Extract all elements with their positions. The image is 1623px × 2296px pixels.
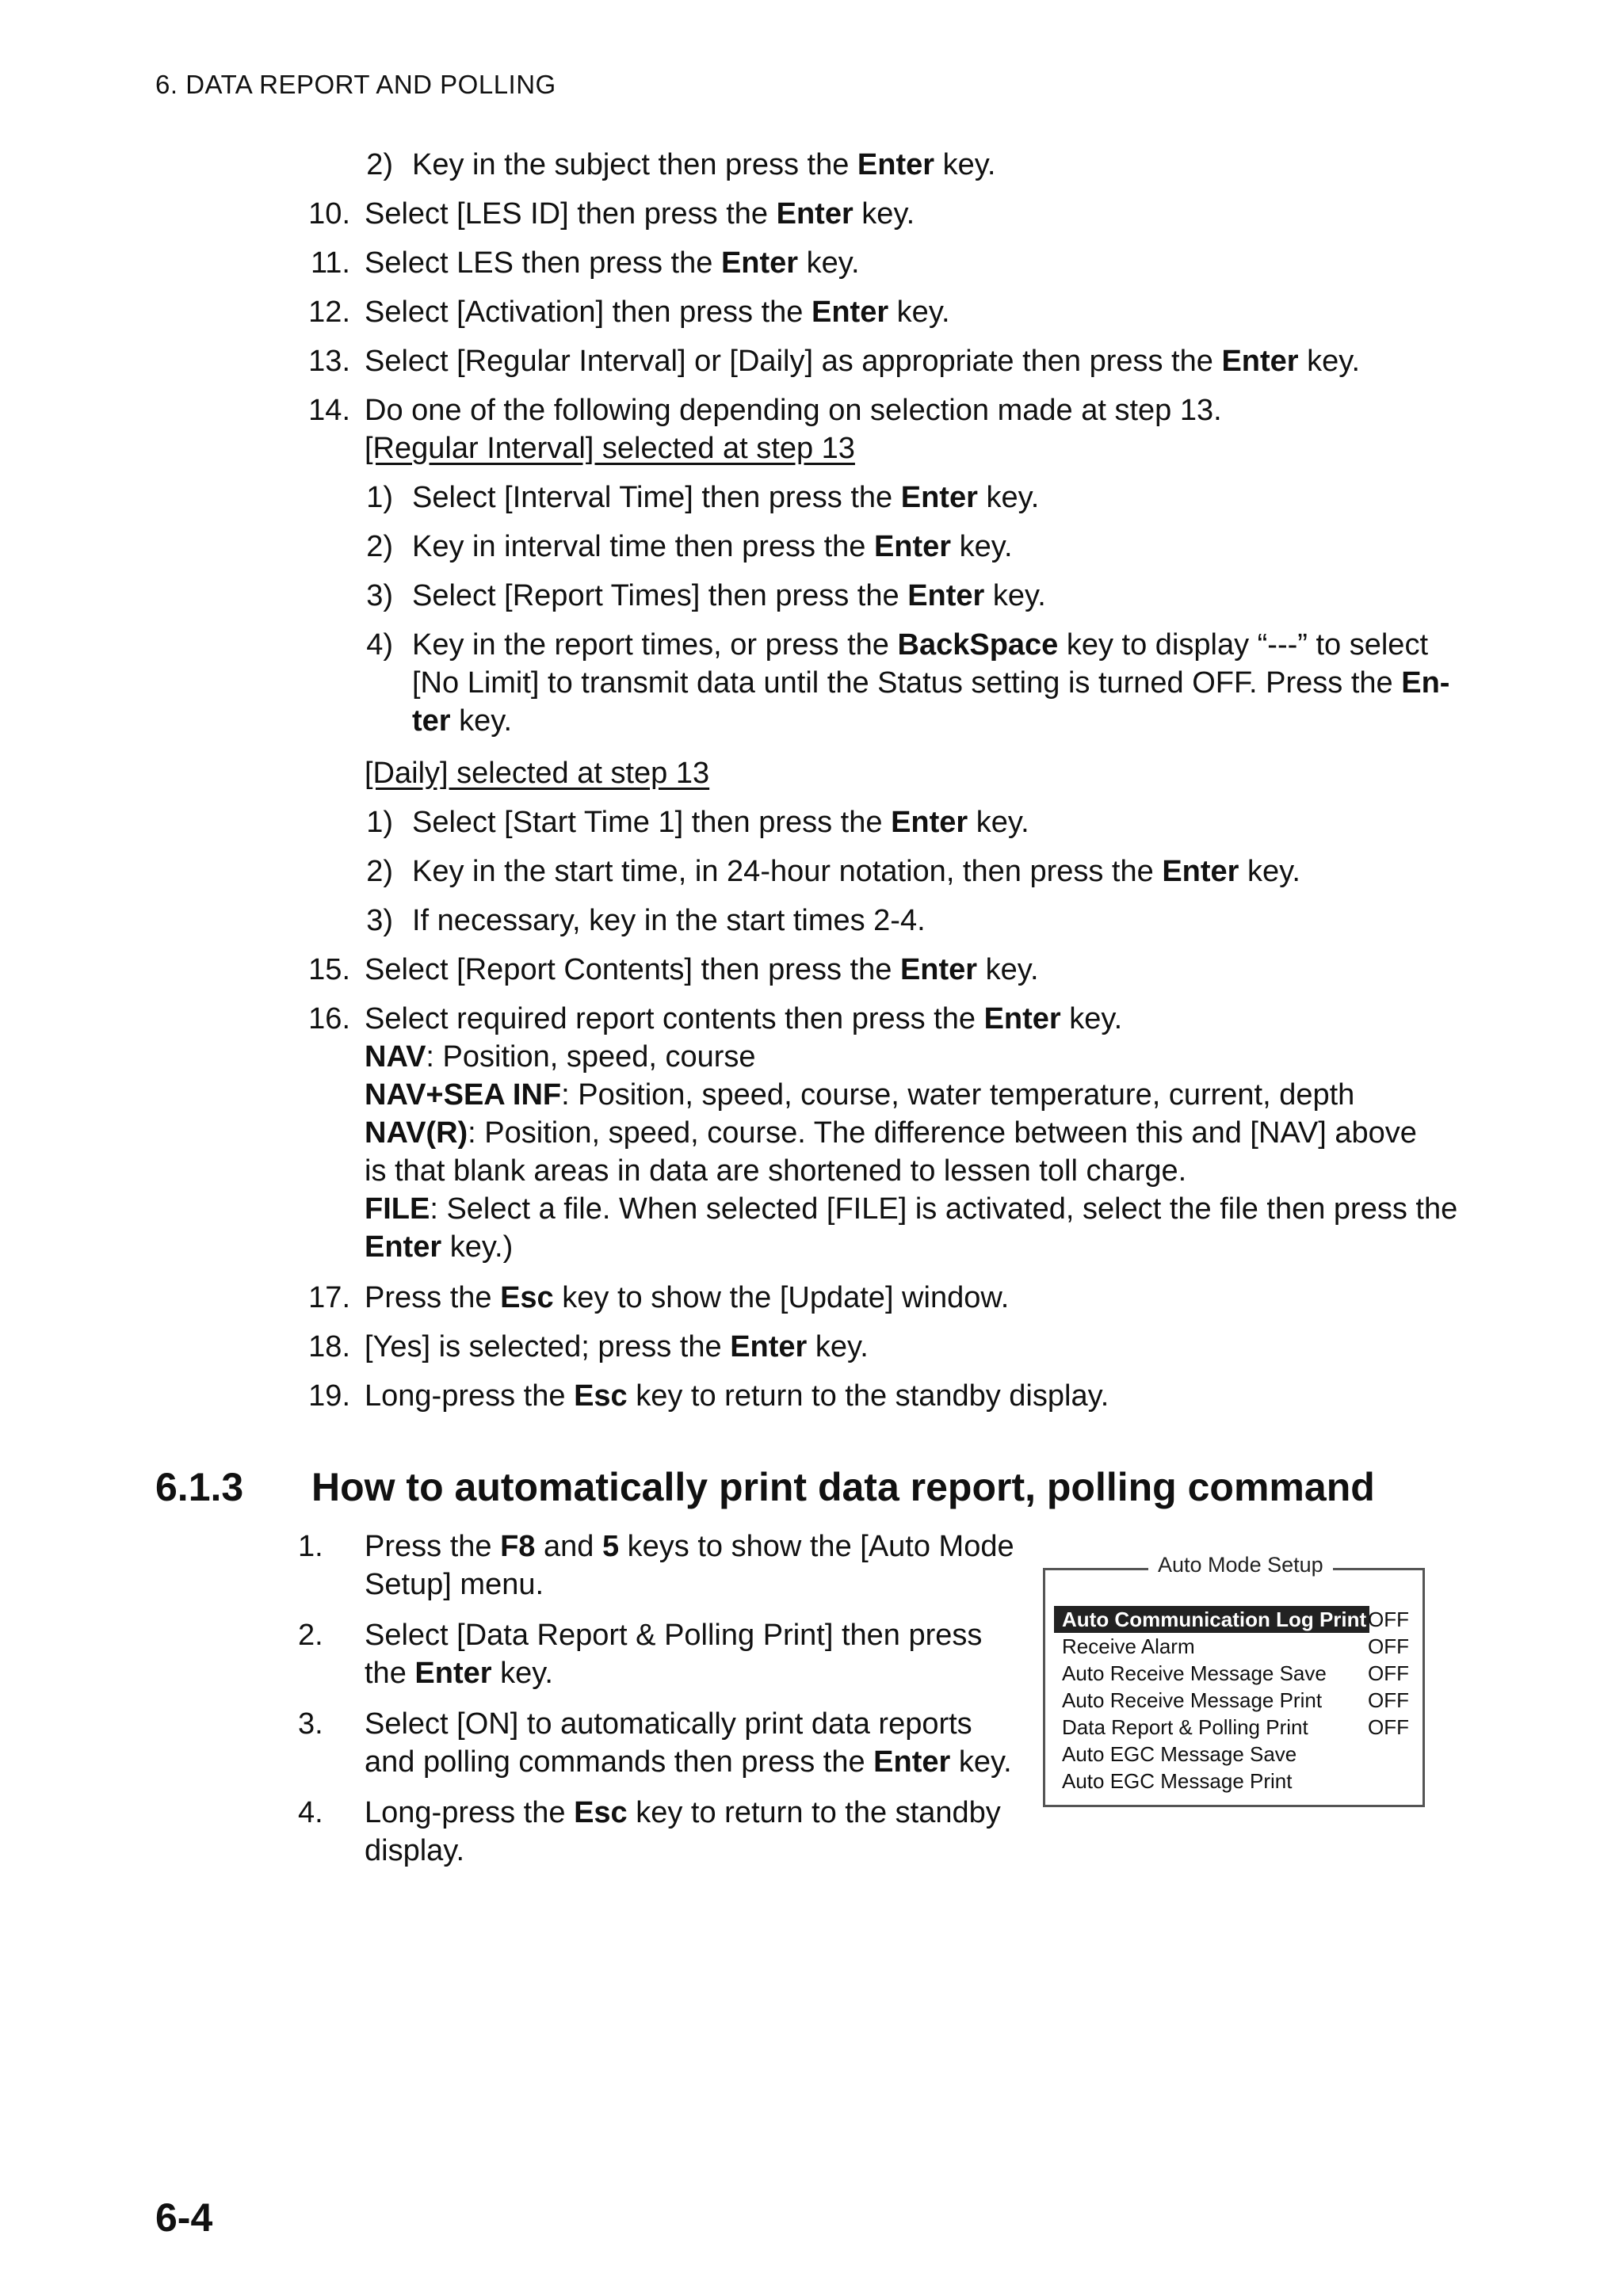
step-number: 15. bbox=[308, 953, 350, 986]
daily-heading: [Daily] selected at step 13 bbox=[365, 757, 710, 790]
content-nav-sea-inf: NAV+SEA INF: Position, speed, course, water temperature, current, depth bbox=[365, 1078, 1355, 1112]
content-term: NAV(R) bbox=[365, 1116, 468, 1150]
key-name: Esc bbox=[574, 1379, 628, 1413]
step-number: 4) bbox=[366, 628, 393, 662]
page-number: 6-4 bbox=[155, 2195, 213, 2240]
section-title: How to automatically print data report, polling command bbox=[311, 1465, 1375, 1509]
section-step-4-line-2: display. bbox=[365, 1834, 465, 1867]
step-number: 2. bbox=[298, 1619, 323, 1652]
step-number: 14. bbox=[308, 394, 350, 427]
key-name: Enter bbox=[983, 1002, 1061, 1035]
menu-item-label: Auto EGC Message Print bbox=[1062, 1769, 1293, 1793]
step-number: 16. bbox=[308, 1002, 350, 1035]
menu-title: Auto Mode Setup bbox=[1148, 1549, 1333, 1581]
content-term: NAV+SEA INF bbox=[365, 1078, 562, 1112]
step-number: 11. bbox=[310, 246, 350, 280]
menu-item-label: Auto EGC Message Save bbox=[1062, 1742, 1297, 1766]
key-name: 5 bbox=[601, 1530, 620, 1563]
menu-item-auto-receive-message-save[interactable] bbox=[1054, 1660, 1419, 1687]
menu-item-receive-alarm[interactable] bbox=[1054, 1633, 1419, 1660]
key-name: Enter bbox=[1221, 345, 1299, 378]
step-number: 4. bbox=[298, 1796, 323, 1829]
content-term: NAV bbox=[365, 1040, 426, 1074]
section-number: 6.1.3 bbox=[155, 1465, 244, 1509]
menu-item-auto-communication-log-print[interactable] bbox=[1054, 1606, 1419, 1633]
menu-item-value: OFF bbox=[1368, 1661, 1409, 1685]
menu-item-auto-egc-message-save[interactable] bbox=[1054, 1741, 1419, 1768]
menu-item-auto-egc-message-print[interactable] bbox=[1054, 1768, 1419, 1794]
step-number: 17. bbox=[308, 1281, 350, 1314]
key-name: Esc bbox=[500, 1281, 554, 1314]
key-name: BackSpace bbox=[897, 628, 1059, 662]
content-nav-r-line-2: is that blank areas in data are shortened to lessen toll charge. bbox=[365, 1154, 1187, 1188]
step-number: 3) bbox=[366, 904, 393, 937]
step-number: 1) bbox=[366, 481, 393, 514]
step-number: 19. bbox=[308, 1379, 350, 1413]
step-number: 2) bbox=[366, 530, 393, 563]
menu-item-label: Data Report & Polling Print bbox=[1062, 1715, 1308, 1739]
key-name: Enter bbox=[857, 148, 935, 181]
key-name: Enter bbox=[414, 1657, 492, 1690]
regular-step-4-line-2: [No Limit] to transmit data until the Status setting is turned OFF. Press the En- bbox=[412, 666, 1450, 700]
section-step-2-line-2: the Enter key. bbox=[365, 1657, 553, 1690]
menu-item-value: OFF bbox=[1368, 1688, 1409, 1712]
step-number: 2) bbox=[366, 855, 393, 888]
key-name: Enter bbox=[899, 953, 978, 986]
step-number: 13. bbox=[308, 345, 350, 378]
key-name: En- bbox=[1401, 666, 1450, 700]
step-number: 2) bbox=[366, 148, 393, 181]
key-name: Enter bbox=[907, 579, 985, 612]
key-name: Enter bbox=[811, 296, 889, 329]
key-name: Enter bbox=[891, 806, 968, 839]
menu-item-label: Auto Receive Message Save bbox=[1062, 1661, 1327, 1685]
menu-item-value: OFF bbox=[1368, 1634, 1409, 1658]
step-number: 1) bbox=[366, 806, 393, 839]
content-file-line-2: Enter key.) bbox=[365, 1230, 514, 1264]
step-number: 3) bbox=[366, 579, 393, 612]
key-name: Enter bbox=[730, 1330, 808, 1363]
menu-item-label: Auto Communication Log Print bbox=[1054, 1606, 1369, 1633]
menu-item-auto-receive-message-print[interactable] bbox=[1054, 1687, 1419, 1714]
menu-item-label: Receive Alarm bbox=[1062, 1634, 1195, 1658]
key-name: F8 bbox=[500, 1530, 536, 1563]
menu-item-data-report-polling-print[interactable] bbox=[1054, 1714, 1419, 1741]
step-number: 10. bbox=[308, 197, 350, 231]
chapter-header: 6. DATA REPORT AND POLLING bbox=[155, 70, 556, 99]
key-name: ter bbox=[412, 704, 451, 738]
content-term: FILE bbox=[365, 1192, 430, 1226]
key-name: Enter bbox=[1162, 855, 1239, 888]
key-name: Enter bbox=[720, 246, 799, 280]
section-step-3-line-2: and polling commands then press the Enter key. bbox=[365, 1745, 1012, 1779]
regular-interval-heading: [Regular Interval] selected at step 13 bbox=[365, 432, 855, 465]
section-step-1-line-2: Setup] menu. bbox=[365, 1568, 544, 1601]
step-number: 1. bbox=[298, 1530, 323, 1563]
key-name: Enter bbox=[873, 1745, 951, 1779]
content-nav-r: NAV(R): Position, speed, course. The difference between this and [NAV] above bbox=[365, 1116, 1417, 1150]
menu-item-label: Auto Receive Message Print bbox=[1062, 1688, 1323, 1712]
step-number: 18. bbox=[308, 1330, 350, 1363]
menu-item-value: OFF bbox=[1368, 1715, 1409, 1739]
menu-item-value: OFF bbox=[1368, 1608, 1409, 1631]
content-nav: NAV: Position, speed, course bbox=[365, 1040, 756, 1074]
step-number: 12. bbox=[308, 296, 350, 329]
key-name: Enter bbox=[776, 197, 854, 231]
key-name: Enter bbox=[873, 530, 952, 563]
key-name: Enter bbox=[900, 481, 978, 514]
step-number: 3. bbox=[298, 1707, 323, 1741]
regular-step-4-line-3: ter key. bbox=[412, 704, 513, 738]
content-file: FILE: Select a file. When selected [FILE] is activated, select the file then press the bbox=[365, 1192, 1458, 1226]
key-name: Enter bbox=[365, 1230, 442, 1264]
key-name: Esc bbox=[574, 1796, 628, 1829]
